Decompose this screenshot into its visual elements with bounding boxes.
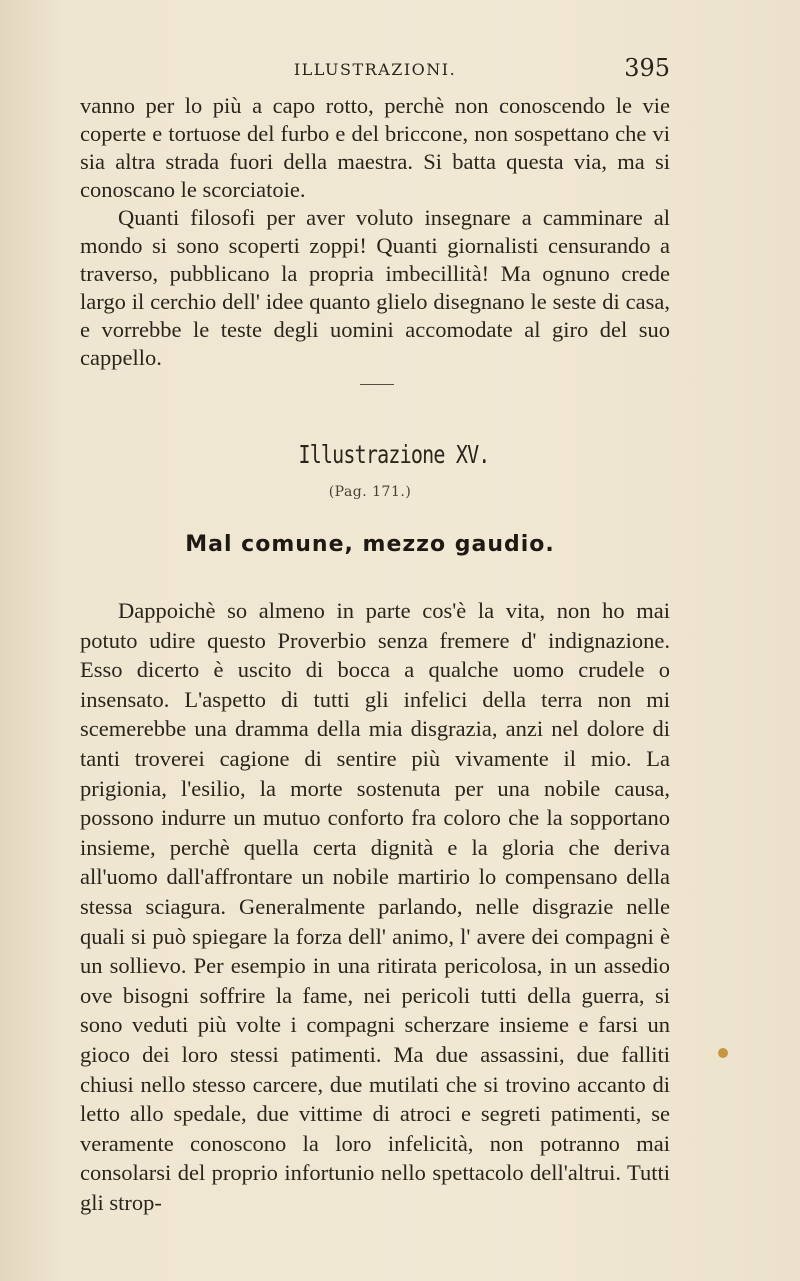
page-number: 395 <box>624 54 670 82</box>
running-title: ILLUSTRAZIONI. <box>293 60 457 79</box>
section-divider <box>360 384 394 385</box>
intro-text <box>80 92 670 372</box>
intro-paragraph-continued: vanno per lo più a capo rotto, perchè non conoscendo le vie coperte e tortuose del furbo e del briccone, non sospettano che vi sia altra strada fuori della maestra. Si batta questa via, ma si conoscano le scorciatoie. <box>80 93 670 202</box>
illustration-page-reference: (Pag. 171.) <box>328 484 412 500</box>
proverb-heading: Mal comune, mezzo gaudio. <box>185 532 555 557</box>
running-header <box>80 54 670 84</box>
illustration-title: Illustrazione XV. <box>298 440 490 469</box>
body-text <box>80 596 670 1217</box>
intro-paragraph: Quanti filosofi per aver voluto insegnare a camminare al mondo si sono scoperti zoppi! Quanti giornalisti censurando a traverso, pubblicano la propria imbecillità! Ma ognuno crede largo il cerchio dell' idee quanto glielo disegnano le seste di casa, e vorrebbe le teste degli uomini accomodate al giro del suo cappello. <box>80 205 670 370</box>
ink-stain <box>718 1048 728 1058</box>
body-paragraph: Dappoichè so almeno in parte cos'è la vita, non ho mai potuto udire questo Proverbio senza fremere d' indignazione. Esso dicerto è uscito di bocca a qualche uomo crudele o insensato. L'aspetto di tutti gli infelici della terra non mi scemerebbe una dramma della mia disgrazia, anzi nel dolore di tanti troverei cagione di sentire più vivamente il mio. La prigionia, l'esilio, la morte sostenuta per una nobile causa, possono indurre un mutuo conforto fra coloro che la sopportano insieme, perchè quella certa dignità e la gloria che deriva all'uomo dall'affrontare un nobile martirio lo compensano della stessa sciagura. Generalmente parlando, nelle disgrazie nelle quali si può spiegare la forza dell' animo, l' avere dei compagni è un sollievo. Per esempio in una ritirata pericolosa, in un assedio ove bisogni soffrire la fame, nei pericoli tutti della guerra, si sono veduti più volte i compagni scherzare insieme e farsi un gioco dei loro stessi patimenti. Ma due assassini, due falliti chiusi nello stesso carcere, due mutilati che si trovino accanto di letto allo spedale, due vittime di atroci e segreti patimenti, se veramente conoscono la loro infelicità, non potranno mai consolarsi del proprio infortunio nello spettacolo dell'altrui. Tutti gli strop- <box>80 598 670 1215</box>
